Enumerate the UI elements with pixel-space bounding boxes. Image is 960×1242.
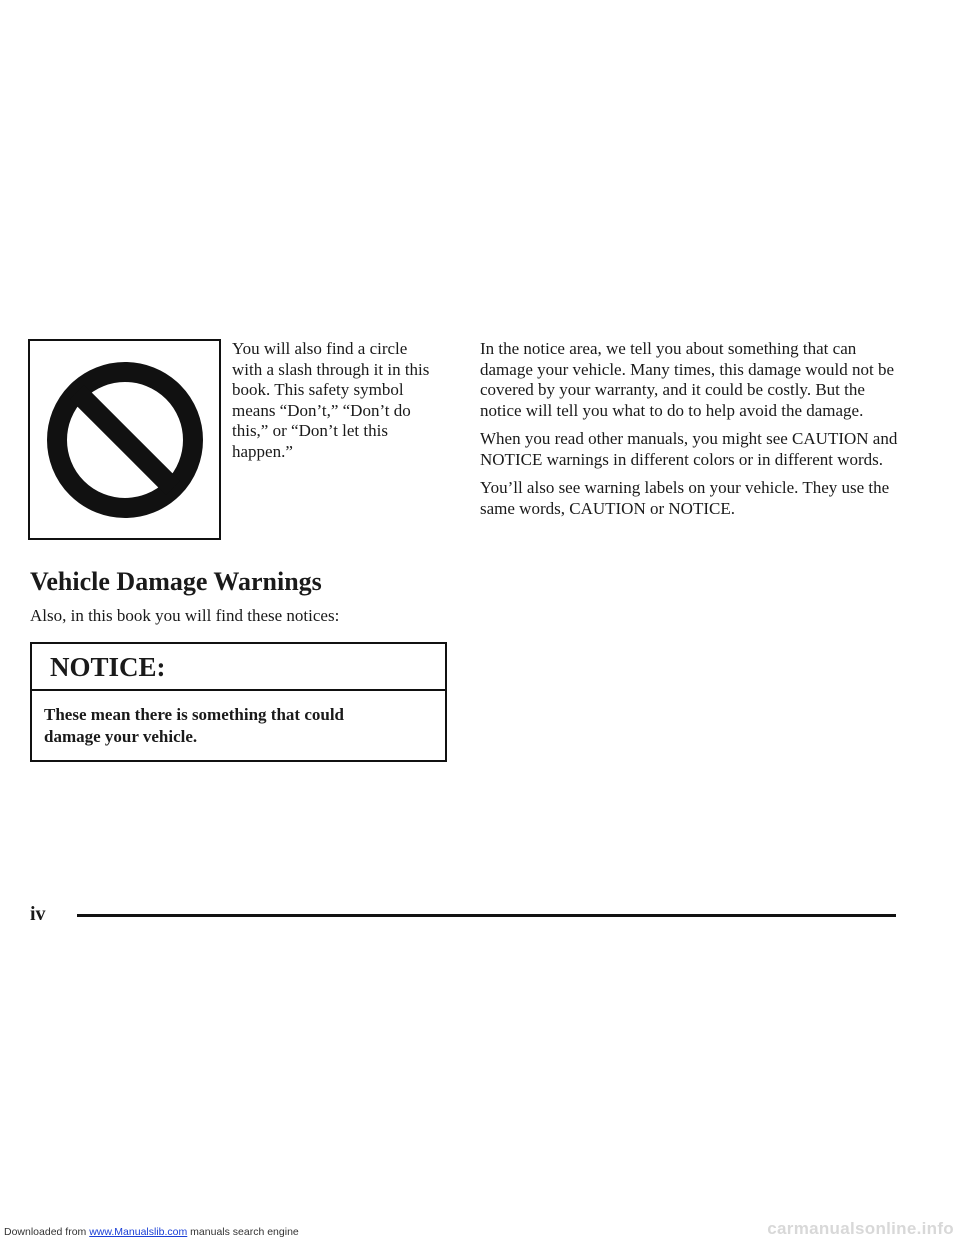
footer-prefix: Downloaded from: [4, 1226, 90, 1238]
footer-rule: [77, 914, 896, 917]
right-paragraph: When you read other manuals, you might see CAUTION and NOTICE warnings in different colors or in different words.: [480, 429, 898, 469]
download-footer: [4, 1226, 299, 1238]
intro-paragraph: You will also find a circle with a slash through it in this book. This safety symbol means “Don’t,” “Don’t do this,” or “Don’t let this happen.”: [232, 339, 430, 461]
prohibition-circle-slash-icon: [45, 360, 205, 520]
right-paragraph: In the notice area, we tell you about something that can damage your vehicle. Many times, this damage would not be covered by your warranty, and it could be costly. But the notice will tell you what to do to help avoid the damage.: [480, 339, 895, 420]
notice-title: NOTICE:: [32, 644, 445, 691]
right-column: [480, 339, 900, 527]
section-heading: Vehicle Damage Warnings: [30, 567, 322, 596]
notice-body-line: These mean there is something that could: [44, 705, 345, 724]
footer-suffix: manuals search engine: [187, 1226, 299, 1238]
manualslib-link[interactable]: www.Manualslib.com: [89, 1226, 188, 1238]
page-number: iv: [30, 903, 46, 925]
right-paragraph: You’ll also see warning labels on your vehicle. They use the same words, CAUTION or NOTICE.: [480, 478, 890, 518]
watermark-text: carmanualsonline.info: [767, 1219, 954, 1238]
page-bottom-area: [0, 1058, 960, 1242]
prohibition-symbol-frame: [28, 339, 221, 540]
notice-box: [30, 642, 447, 762]
section-lead: Also, in this book you will find these notices:: [30, 606, 340, 625]
notice-body: [32, 691, 445, 748]
notice-body-line: damage your vehicle.: [44, 727, 198, 746]
